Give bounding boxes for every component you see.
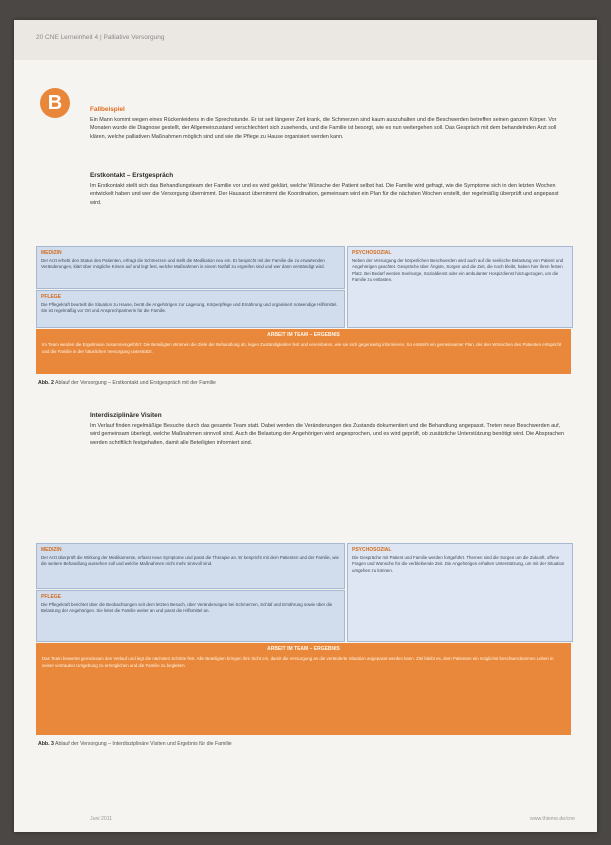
fig1-psychosozial-text: Neben der Versorgung der körperlichen Beschwerden wird auch auf die seelische Belastung von Patient und Angehörigen geachtet. Gespräche über Ängste, Sorgen und die Zeit, die noch bleibt, haben hier ihren festen Platz. Bei Bedarf werden Seelsorge, Sozialdienst oder ein ambulanter Hospizdienst hinzugezogen, um die Familie zu entlasten. <box>352 258 564 283</box>
fig2-medizin-title: MEDIZIN <box>41 547 62 553</box>
fig1-team-title: ARBEIT IM TEAM – ERGEBNIS <box>267 332 340 338</box>
running-head: 20 CNE Lerneinheit 4 | Palliative Versorgung <box>36 34 165 41</box>
fig2-team-title: ARBEIT IM TEAM – ERGEBNIS <box>267 646 340 652</box>
fig2-medizin-text: Der Arzt überprüft die Wirkung der Medikamente, erfasst neue Symptome und passt die Therapie an. Er bespricht mit dem Patienten und der Familie, wie die weitere Behandlung aussehen soll und welche Maßnahmen nicht mehr sinnvoll sind. <box>41 555 339 567</box>
section2-heading: Interdisziplinäre Visiten <box>90 412 162 419</box>
fig1-pflege-title: PFLEGE <box>41 294 62 300</box>
fig1-caption-label: Abb. 2 <box>38 380 54 386</box>
fig1-caption-text: Ablauf der Versorgung – Erstkontakt und Erstgespräch mit der Familie <box>55 380 216 386</box>
fig1-psychosozial-box <box>347 246 573 328</box>
fig2-psychosozial-title: PSYCHOSOZIAL <box>352 547 392 553</box>
fig1-medizin-title: MEDIZIN <box>41 250 62 256</box>
page <box>14 20 597 832</box>
fig2-pflege-title: PFLEGE <box>41 594 62 600</box>
intro-kicker: Fallbeispiel <box>90 106 125 113</box>
fig2-caption-text: Ablauf der Versorgung – Interdisziplinäre Visiten und Ergebnis für die Familie <box>55 741 232 747</box>
fig1-medizin-box <box>36 246 345 289</box>
fig2-caption-label: Abb. 3 <box>38 741 54 747</box>
fig1-medizin-text: Der Arzt erhebt den Status des Patienten, erfragt die Schmerzen und stellt die Medikation neu ein. Er bespricht mit der Familie die zu erwartenden Veränderungen, klärt über mögliche Krisen auf und legt fest, welche Maßnahmen in einem Notfall zu ergreifen sind und wer dann verständigt wird. <box>41 258 325 270</box>
footer-issue: Juni 2011 <box>90 816 113 822</box>
fig1-psychosozial-title: PSYCHOSOZIAL <box>352 250 392 256</box>
fig1-caption <box>38 380 216 386</box>
fig2-psychosozial-box <box>347 543 573 642</box>
fig2-pflege-box <box>36 590 345 642</box>
section-badge: B <box>40 88 70 118</box>
fig1-team-box <box>36 329 571 374</box>
fig2-caption <box>38 741 232 747</box>
section2-text: Im Verlauf finden regelmäßige Besuche durch das gesamte Team statt. Dabei werden die Veränderungen des Zustands dokumentiert und die Behandlung angepasst. Treten neue Beschwerden auf, wird gemeinsam überlegt, welche Maßnahmen sinnvoll sind. Auch die Belastung der Angehörigen wird angesprochen, und es wird geprüft, ob zusätzliche Unterstützung benötigt wird. Die Absprachen werden schriftlich festgehalten, damit alle Beteiligten informiert sind. <box>90 423 565 446</box>
intro-text: Ein Mann kommt wegen eines Rückenleidens in die Sprechstunde. Er ist seit längerer Zeit krank, die Schmerzen sind kaum auszuhalten und die Beschwerden betreffen seinen ganzen Körper. Vor Monaten wurde die Diagnose gestellt, der Allgemeinzustand verschlechtert sich zusehends, und die Familie ist besorgt, wie es nun weitergehen soll. Das Gespräch mit dem behandelnden Arzt soll klären, welche palliativen Maßnahmen möglich sind und wie die Pflege zu Hause organisiert werden kann. <box>90 117 557 140</box>
footer-url: www.thieme.de/cne <box>530 816 575 822</box>
fig2-pflege-text: Die Pflegekraft berichtet über die Beobachtungen seit dem letzten Besuch, über Veränderungen bei Schmerzen, Schlaf und Ernährung sowie über die Belastung der Angehörigen. Sie leitet die Familie weiter an und passt die Hilfsmittel an. <box>41 602 333 614</box>
fig2-team-box <box>36 643 571 735</box>
section1-text: Im Erstkontakt stellt sich das Behandlungsteam der Familie vor und es wird geklärt, welche Wünsche der Patient selbst hat. Die Familie wird gefragt, wie die Symptome sich in den letzten Wochen entwickelt haben und wer die Versorgung übernimmt. Der Hausarzt übernimmt die Koordination, gemeinsam wird ein Plan für die nächsten Wochen erstellt, der regelmäßig überprüft und angepasst wird. <box>90 183 559 206</box>
fig1-team-text: Im Team werden die Ergebnisse zusammengeführt: Die Beteiligten stimmen die Ziele der Behandlung ab, legen Zuständigkeiten fest und vereinbaren, wie sie sich gegenseitig informieren. So entsteht ein gemeinsamer Plan, der den Wünschen des Patienten entspricht und die Familie in der häuslichen Versorgung unterstützt. <box>42 342 562 354</box>
fig1-pflege-box <box>36 290 345 328</box>
fig2-psychosozial-text: Die Gespräche mit Patient und Familie werden fortgeführt. Themen sind die Sorgen um die Zukunft, offene Fragen und Wünsche für die verbleibende Zeit. Die Angehörigen erhalten Unterstützung, um mit der Situation umgehen zu können. <box>352 555 565 573</box>
fig2-medizin-box <box>36 543 345 589</box>
fig2-team-text: Das Team bewertet gemeinsam den Verlauf und legt die nächsten Schritte fest. Alle Beteiligten bringen ihre Sicht ein, damit die Versorgung an die veränderte Situation angepasst werden kann. Ziel bleibt es, dem Patienten ein möglichst beschwerdearmes Leben in seiner vertrauten Umgebung zu ermöglichen und die Familie zu begleiten. <box>42 656 554 668</box>
section1-heading: Erstkontakt – Erstgespräch <box>90 172 174 179</box>
fig1-pflege-text: Die Pflegekraft beurteilt die Situation zu Hause, berät die Angehörigen zur Lagerung, Körperpflege und Ernährung und organisiert notwendige Hilfsmittel. Sie ist regelmäßig vor Ort und Ansprechpartnerin für die Familie. <box>41 302 338 314</box>
